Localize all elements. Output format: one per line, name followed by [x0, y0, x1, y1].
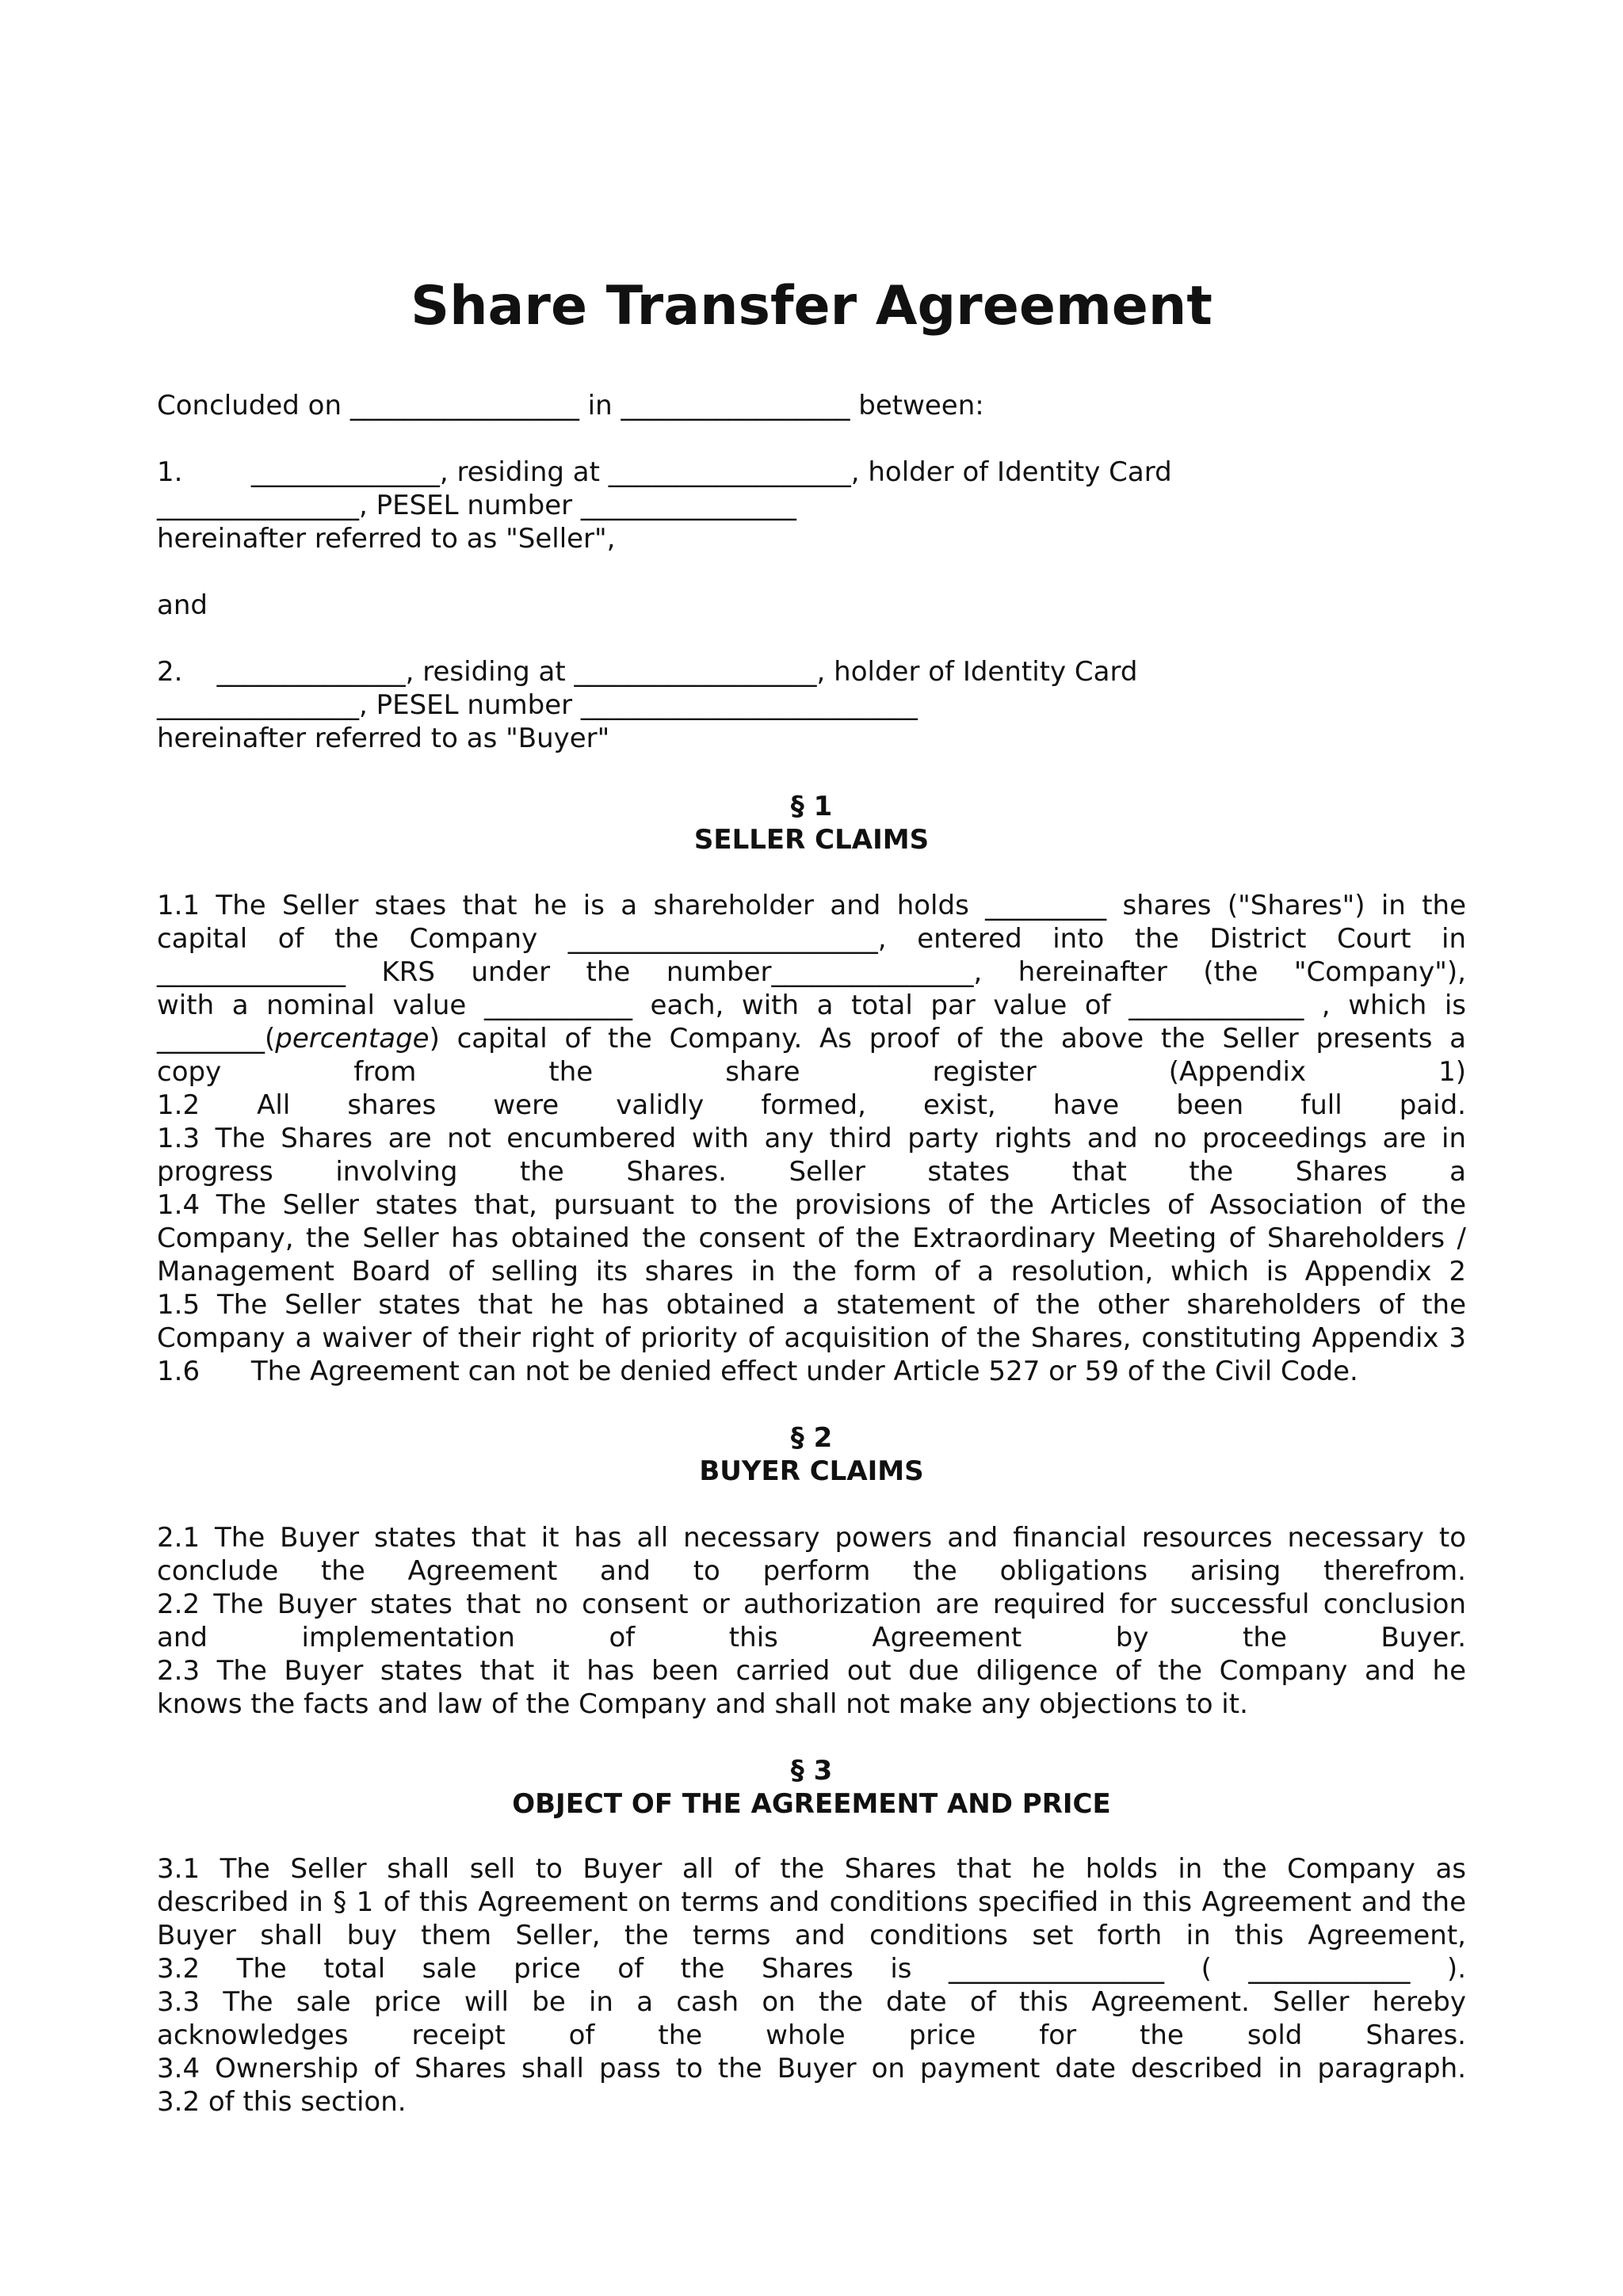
- section-3-line: acknowledges receipt of the whole price for the sold Shares.: [157, 2019, 1466, 2051]
- buyer-party-line-1: 2. ______________, residing at __________________, holder of Identity Card: [157, 656, 1138, 688]
- percentage-line-rest: ) capital of the Company. As proof of the above the Seller presents a: [429, 1023, 1466, 1055]
- seller-party-line-3: hereinafter referred to as "Seller",: [157, 523, 616, 555]
- seller-party-line-1: 1. ______________, residing at __________________, holder of Identity Card: [157, 456, 1172, 488]
- section-1-line: 1.2 All shares were validly formed, exist, have been full paid.: [157, 1089, 1466, 1121]
- section-3-line: 3.1 The Seller shall sell to Buyer all of the Shares that he holds in the Company as: [157, 1853, 1466, 1885]
- buyer-party-line-3: hereinafter referred to as "Buyer": [157, 723, 610, 754]
- section-1-line: ______________ KRS under the number_______________, hereinafter (the "Company"),: [157, 956, 1466, 988]
- section-3-line: 3.4 Ownership of Shares shall pass to the Buyer on payment date described in paragraph.: [157, 2053, 1466, 2084]
- section-1-line: with a nominal value ___________ each, with a total par value of _____________ , which is: [157, 990, 1466, 1021]
- section-1-heading: SELLER CLAIMS: [693, 824, 930, 856]
- section-3-heading: OBJECT OF THE AGREEMENT AND PRICE: [512, 1788, 1111, 1820]
- section-1-line: progress involving the Shares. Seller states that the Shares a: [157, 1156, 1466, 1188]
- percentage-blank: ________(: [157, 1023, 276, 1055]
- concluded-line: Concluded on _________________ in _________________ between:: [157, 390, 984, 421]
- section-3-number: § 3: [790, 1755, 833, 1787]
- section-1-percentage-line: [157, 1022, 1466, 1055]
- section-1-line: copy from the share register (Appendix 1): [157, 1056, 1466, 1088]
- section-1-line: Company, the Seller has obtained the consent of the Extraordinary Meeting of Shareholders /: [157, 1222, 1466, 1254]
- section-3-line: 3.2 The total sale price of the Shares is ________________ ( ____________ ).: [157, 1953, 1466, 1985]
- section-2-line: and implementation of this Agreement by the Buyer.: [157, 1622, 1466, 1653]
- section-3-line: Buyer shall buy them Seller, the terms and conditions set forth in this Agreement,: [157, 1920, 1466, 1951]
- section-2-line: 2.3 The Buyer states that it has been carried out due diligence of the Company and he: [157, 1655, 1466, 1687]
- buyer-party-line-2: _______________, PESEL number _________________________: [157, 689, 918, 721]
- seller-party-line-2: _______________, PESEL number ________________: [157, 490, 796, 521]
- section-1-line: Management Board of selling its shares in the form of a resolution, which is Appendix 2: [157, 1256, 1466, 1287]
- section-1-line: Company a waiver of their right of priority of acquisition of the Shares, constituting Appendix 3: [157, 1322, 1466, 1354]
- section-1-line: 1.3 The Shares are not encumbered with any third party rights and no proceedings are in: [157, 1123, 1466, 1154]
- section-2-line: 2.2 The Buyer states that no consent or authorization are required for successful conclusion: [157, 1589, 1466, 1620]
- percentage-word: percentage: [275, 1023, 430, 1055]
- section-1-number: § 1: [790, 791, 833, 822]
- section-3-line: described in § 1 of this Agreement on terms and conditions specified in this Agreement and the: [157, 1886, 1466, 1918]
- section-1-line: 1.5 The Seller states that he has obtained a statement of the other shareholders of the: [157, 1289, 1466, 1321]
- section-2-line: conclude the Agreement and to perform the obligations arising therefrom.: [157, 1555, 1466, 1587]
- section-3-line: 3.2 of this section.: [157, 2086, 407, 2118]
- section-1-line: 1.1 The Seller staes that he is a shareholder and holds _________ shares ("Shares") in the: [157, 890, 1466, 921]
- and-connector: and: [157, 589, 208, 621]
- section-2-line: knows the facts and law of the Company and shall not make any objections to it.: [157, 1688, 1248, 1720]
- section-2-line: 2.1 The Buyer states that it has all necessary powers and financial resources necessary to: [157, 1522, 1466, 1554]
- section-3-line: 3.3 The sale price will be in a cash on the date of this Agreement. Seller hereby: [157, 1986, 1466, 2018]
- document-title: Share Transfer Agreement: [411, 275, 1212, 338]
- section-2-number: § 2: [790, 1422, 833, 1454]
- section-1-line: 1.4 The Seller states that, pursuant to the provisions of the Articles of Association of the: [157, 1189, 1466, 1221]
- section-1-line: 1.6 The Agreement can not be denied effect under Article 527 or 59 of the Civil Code.: [157, 1356, 1358, 1387]
- section-1-line: capital of the Company _______________________, entered into the District Court in: [157, 923, 1466, 955]
- section-2-heading: BUYER CLAIMS: [699, 1455, 924, 1487]
